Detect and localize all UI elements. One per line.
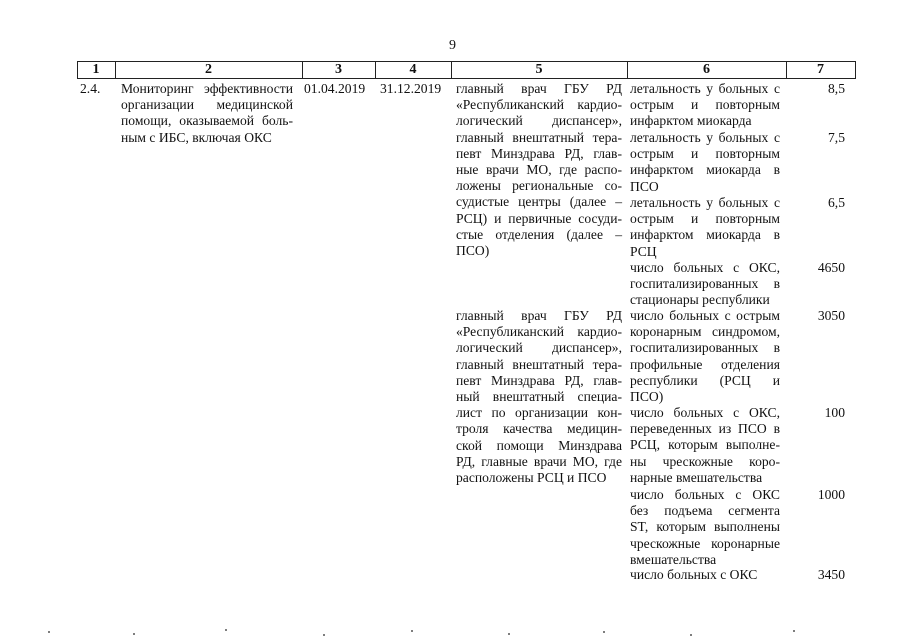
header-col-2: 2: [205, 62, 212, 77]
indicator-line: РСЦ, которым выполне-: [630, 437, 780, 453]
responsible-line: логический диспансер»,: [456, 340, 622, 356]
responsible-line: «Республиканский кардио-: [456, 324, 622, 340]
responsible-line: стые отделения (далее –: [456, 226, 622, 242]
indicator-line: госпитализированных в: [630, 340, 780, 356]
indicator-line: инфарктом миокарда в: [630, 162, 780, 178]
responsible-line: расположены РСЦ и ПСО: [456, 470, 607, 486]
indicator-line: РСЦ: [630, 243, 657, 259]
header-col-6: 6: [703, 62, 710, 77]
responsible-line: ные врачи МО, где распо-: [456, 162, 622, 178]
indicator-value: 100: [824, 405, 845, 420]
indicator-line: инфарктом миокарда: [630, 113, 752, 129]
indicator-line: острым и повторным: [630, 211, 780, 227]
responsible-line: ской помощи Минздрава: [456, 437, 622, 453]
scan-speck: [690, 634, 692, 636]
indicator-line: ПСО: [630, 178, 659, 194]
indicator-text: [630, 260, 780, 309]
indicator-line: летальность у больных с: [630, 195, 780, 210]
indicator-text: [630, 308, 780, 405]
scan-speck: [225, 629, 227, 631]
indicator-line: профильные отделения: [630, 356, 780, 372]
indicator-text: [630, 487, 780, 568]
indicator-line: нарные вмешательства: [630, 469, 763, 485]
indicator-line: госпитализированных в: [630, 276, 780, 292]
col-divider: [855, 61, 856, 78]
responsible-line: троля качества медицин-: [456, 421, 622, 437]
indicator-line: коронарным синдромом,: [630, 324, 780, 340]
indicator-value: 6,5: [828, 195, 845, 210]
indicator-text: [630, 81, 780, 130]
responsible-line: лист по организации кон-: [456, 405, 622, 421]
header-col-1: 1: [92, 62, 100, 77]
responsible-line: РСЦ) и первичные сосуди-: [456, 210, 622, 226]
indicator-value: 8,5: [828, 81, 845, 96]
scan-noise: [0, 625, 905, 640]
responsible-line: главный врач ГБУ РД: [456, 308, 622, 323]
row-number: 2.4.: [80, 81, 101, 96]
responsible-line: певт Минздрава РД, глав-: [456, 145, 622, 161]
responsible-line: певт Минздрава РД, глав-: [456, 372, 622, 388]
indicator-value: 1000: [817, 487, 845, 502]
task-line: ным с ИБС, включая ОКС: [121, 129, 272, 145]
indicator-line: инфарктом миокарда в: [630, 227, 780, 243]
indicator-line: летальность у больных с: [630, 130, 780, 145]
indicator-value: 3450: [817, 567, 845, 582]
header-col-5: 5: [535, 62, 543, 77]
indicator-value: 4650: [817, 260, 845, 275]
indicator-line: вмешательства: [630, 551, 717, 567]
header-col-3: 3: [335, 62, 342, 77]
header-col-7: 7: [817, 62, 824, 77]
indicator-line: переведенных из ПСО в: [630, 421, 780, 437]
indicator-line: ны чрескожные коро-: [630, 453, 780, 469]
scan-speck: [411, 630, 413, 632]
header-col-4: 4: [409, 62, 417, 77]
indicator-line: ПСО): [630, 389, 664, 405]
indicator-value: 3050: [817, 308, 845, 323]
scan-speck: [133, 633, 135, 635]
start-date: 01.04.2019: [304, 81, 366, 96]
task-description: [121, 81, 293, 146]
responsible-line: ПСО): [456, 243, 490, 259]
end-date: 31.12.2019: [380, 81, 442, 96]
indicator-line: число больных с ОКС: [630, 487, 780, 502]
indicator-text: [630, 195, 780, 260]
indicator-line: летальность у больных с: [630, 81, 780, 96]
indicator-line: без подъема сегмента: [630, 503, 780, 519]
indicator-text: [630, 567, 780, 583]
indicator-line: число больных с ОКС,: [630, 405, 780, 420]
indicator-line: чрескожные коронарные: [630, 535, 780, 551]
scan-speck: [323, 634, 325, 636]
task-line: организации медицинской: [121, 97, 293, 113]
indicator-line: острым и повторным: [630, 146, 780, 162]
responsible-line: РД, главные врачи МО, где: [456, 453, 622, 469]
scan-speck: [793, 630, 795, 632]
scan-speck: [508, 633, 510, 635]
responsible-line: главный врач ГБУ РД: [456, 81, 622, 96]
indicator-line: республики (РСЦ и: [630, 372, 780, 388]
responsible-line: ложены региональные со-: [456, 178, 622, 194]
responsible-line: логический диспансер»,: [456, 113, 622, 129]
indicator-line: число больных с ОКС: [630, 567, 758, 582]
responsible-line: ный внештатный специа-: [456, 389, 622, 405]
responsible-line: главный внештатный тера-: [456, 356, 622, 372]
page-number: 9: [449, 38, 456, 53]
header-bottom-border: [77, 78, 856, 79]
task-line: Мониторинг эффективности: [121, 81, 293, 96]
responsible-block-1: [456, 81, 622, 259]
scan-speck: [48, 631, 50, 633]
responsible-block-2: [456, 308, 622, 486]
indicator-value: 7,5: [828, 130, 845, 145]
responsible-line: главный внештатный тера-: [456, 129, 622, 145]
indicator-text: [630, 405, 780, 486]
indicator-line: ST, которым выполнены: [630, 519, 780, 535]
indicator-line: стационары республики: [630, 292, 770, 308]
indicator-line: острым и повторным: [630, 97, 780, 113]
responsible-line: «Республиканский кардио-: [456, 97, 622, 113]
indicator-line: число больных с ОКС,: [630, 260, 780, 275]
indicator-text: [630, 130, 780, 195]
indicator-line: число больных с острым: [630, 308, 780, 323]
scan-speck: [603, 631, 605, 633]
responsible-line: судистые центры (далее –: [456, 194, 622, 210]
task-line: помощи, оказываемой боль-: [121, 113, 293, 129]
